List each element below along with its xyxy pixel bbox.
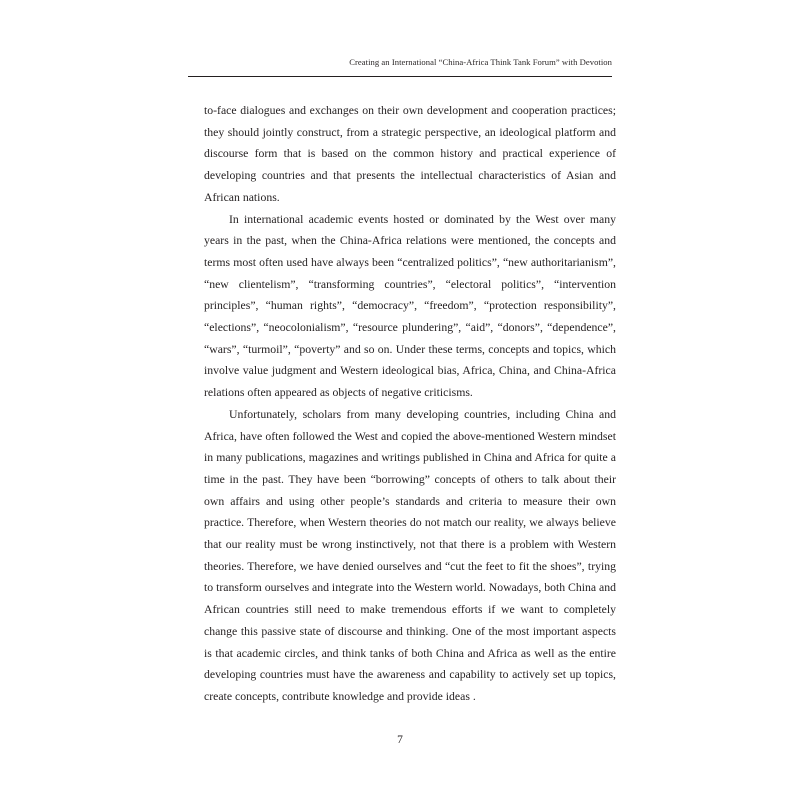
page-number: 7	[397, 734, 403, 746]
running-header: Creating an International “China-Africa Think Tank Forum” with Devotion	[349, 57, 612, 67]
body-text	[204, 100, 616, 708]
paragraph-continued: to-face dialogues and exchanges on their own development and cooperation practices; they should jointly construct, from a strategic perspective, an ideological platform and discourse form that is based on the common history and practical experience of developing countries and that presents the intellectual characteristics of Asian and African nations.	[204, 104, 616, 204]
paragraph-western-terms: In international academic events hosted or dominated by the West over many years in the past, when the China-Africa relations were mentioned, the concepts and terms most often used have always been “centralized politics”, “new authoritarianism”, “new clientelism”, “transforming countries”, “electoral politics”, “intervention principles”, “human rights”, “democracy”, “freedom”, “protection responsibility”, “elections”, “neocolonialism”, “resource plundering”, “aid”, “donors”, “dependence”, “wars”, “turmoil”, “poverty” and so on. Under these terms, concepts and topics, which involve value judgment and Western ideological bias, Africa, China, and China-Africa relations often appeared as objects of negative criticisms.	[204, 212, 616, 400]
header-rule	[188, 76, 612, 77]
paragraph-developing-countries: Unfortunately, scholars from many developing countries, including China and Africa, have often followed the West and copied the above-mentioned Western mindset in many publications, magazines and writings published in China and Africa for quite a time in the past. They have been “borrowing” concepts of others to talk about their own affairs and using other people’s standards and criteria to measure their own practice. Therefore, when Western theories do not match our reality, we always believe that our reality must be wrong instinctively, not that there is a problem with Western theories. Therefore, we have denied ourselves and “cut the feet to fit the shoes”, trying to transform ourselves and integrate into the Western world. Nowadays, both China and African countries still need to make tremendous efforts if we want to completely change this passive state of discourse and thinking. One of the most important aspects is that academic circles, and think tanks of both China and Africa as well as the entire developing countries must have the awareness and capability to actively set up topics, create concepts, contribute knowledge and provide ideas .	[204, 407, 616, 703]
